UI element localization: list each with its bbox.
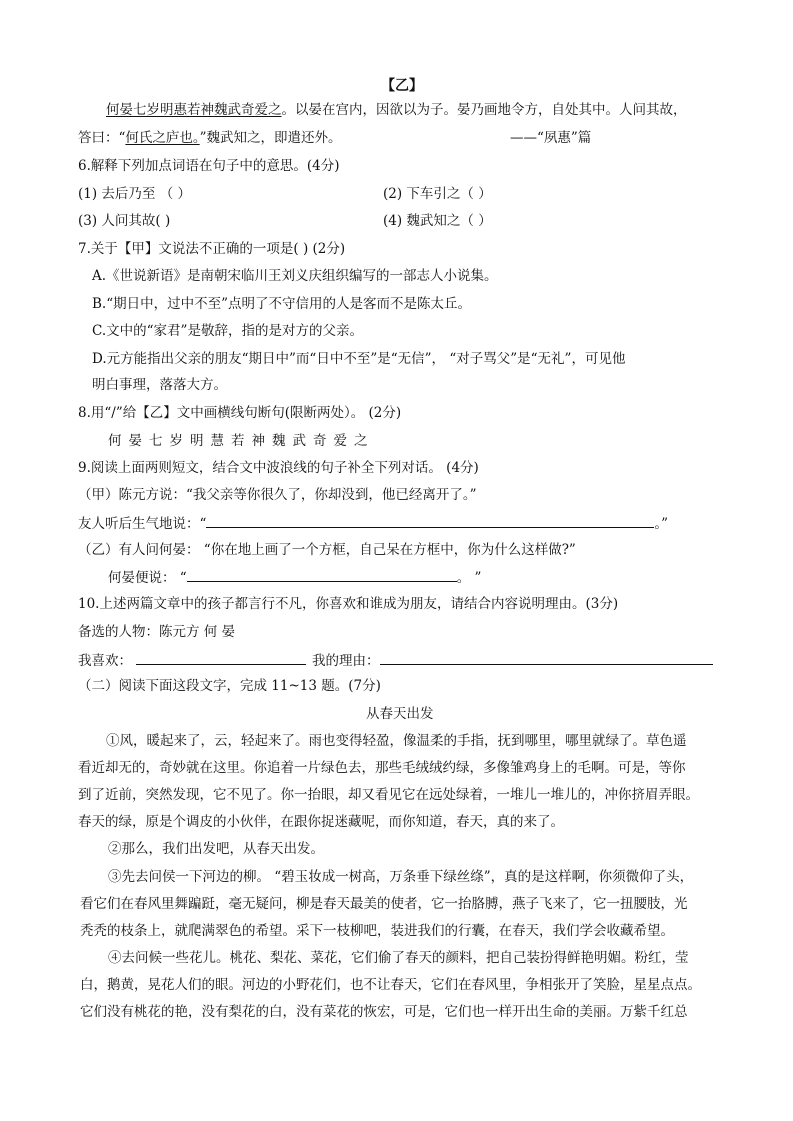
q6-item-2: (2) 下车引之（ ）: [383, 186, 492, 202]
yi-title: 【乙】: [381, 78, 423, 94]
essay-line: ③先去问侯一下河边的柳。 “碧玉妆成一树高，万条垂下绿丝绦”，真的是这样啊，你须微仰了头，: [108, 869, 694, 885]
q9-stem: 9.阅读上面两则短文，结合文中波浪线的句子补全下列对话。 (4分): [78, 460, 479, 476]
essay-line: ④去问候一些花儿。桃花、梨花、菜花，它们偷了春天的颜料，把自己装扮得鲜艳明媚。粉红，莹: [108, 950, 689, 966]
q8-stem: 8.用“/”给【乙】文中画横线句断句(限断两处）。 (2分): [78, 405, 402, 421]
essay-line: 到了近前，突然发现，它不见了。你一抬眼，却又看见它在远处绿着，一堆儿一堆儿的，冲你挤眉弄眼。: [78, 787, 699, 803]
essay-line: 它们没有桃花的艳，没有梨花的白，没有菜花的恢宏，可是，它们也一样开出生命的美丽。万紫千红总: [80, 1004, 688, 1020]
essay-line: 看它们在春风里舞蹁跹，毫无疑问，柳是春天最美的使者，它一抬胳膊，燕子飞来了，它一扭腰肢，光: [80, 896, 688, 912]
answer-blank[interactable]: [187, 567, 457, 582]
q9-line-c: （乙）有人问何晏： “你在地上画了一个方框，自己呆在方框中，你为什么这样做?”: [78, 542, 576, 558]
essay-line: ①风，暖起来了，云，轻起来了。雨也变得轻盈，像温柔的手指，抚到哪里，哪里就绿了。草色遥: [106, 733, 687, 749]
q7-stem: 7.关于【甲】文说法不正确的一项是( ) (2分): [78, 241, 346, 257]
essay-title: 从春天出发: [366, 706, 434, 722]
q6-item-4: (4) 魏武知之（ ）: [383, 213, 492, 229]
q9-line-b: 友人听后生气地说：“ 。”: [78, 513, 668, 534]
q7-option-b: B.“期日中，过中不至”点明了不守信用的人是客而不是陈太丘。: [92, 296, 472, 312]
q6-stem: 6.解释下列加点词语在句子中的意思。(4分): [78, 158, 340, 174]
yi-text-line2: 答曰：“何氏之庐也。”魏武知之，即遣还外。: [78, 130, 342, 146]
q10-stem: 10.上述两篇文章中的孩子都言行不凡，你喜欢和谁成为朋友，请结合内容说明理由。(3分): [78, 596, 619, 612]
essay-line: 秃秃的枝条上，就爬满翠色的希望。采下一枝柳吧，装进我们的行囊，在春天，我们学会收藏希望。: [80, 923, 674, 939]
q7-option-d: D.元方能指出父亲的朋友“期日中”而“日中不至”是“无信”， “对子骂父”是“无礼”，可见他: [92, 351, 626, 367]
q10-answer-line: 我喜欢： 我的理由：: [78, 650, 713, 671]
q7-option-a: A.《世说新语》是南朝宋临川王刘义庆组织编写的一部志人小说集。: [92, 268, 498, 284]
essay-line: 看近却无的，奇妙就在这里。你追着一片绿色去，那些毛绒绒约绿，多像雏鸡身上的毛啊。可是，等你: [78, 760, 686, 776]
answer-blank[interactable]: [206, 513, 654, 528]
source-note: ——“夙惠”篇: [510, 130, 592, 146]
yi-text-line1: 何晏七岁明惠若神魏武奇爱之。以晏在宫内，因欲以为子。晏乃画地令方，自处其中。人问其故，: [106, 102, 687, 118]
essay-line: ②那么，我们出发吧，从春天出发。: [108, 841, 324, 857]
underlined-sentence: 何晏七岁明惠若神魏武奇爱之: [106, 102, 282, 118]
q7-option-c: C.文中的“家君”是敬辞，指的是对方的父亲。: [92, 323, 363, 339]
q6-item-3: (3) 人问其故( ): [78, 213, 171, 229]
q9-line-d: 何晏便说： “ 。 ”: [108, 567, 481, 588]
q8-sentence: 何晏七岁明慧若神魏武奇爱之: [108, 433, 375, 449]
essay-line: 春天的绿，原是个调皮的小伙伴，在跟你捉迷藏呢，而你知道，春天，真的来了。: [78, 814, 564, 830]
q10-candidates: 备选的人物：陈元方 何 晏: [78, 624, 236, 640]
q6-item-1: (1) 去后乃至 （ ）: [78, 186, 191, 202]
essay-line: 白，鹅黄，晃花人们的眼。河边的小野花们，也不让春天，它们在春风里，争相张开了笑脸，星星点点。: [80, 977, 701, 993]
reason-blank[interactable]: [380, 650, 713, 665]
like-blank[interactable]: [136, 650, 306, 665]
section-2-heading: （二）阅读下面这段文字，完成 11~13 题。(7分): [78, 678, 381, 694]
q9-line-a: （甲）陈元方说：“我父亲等你很久了，你却没到，他已经离开了。”: [78, 487, 477, 503]
q7-option-d-cont: 明白事理，落落大方。: [92, 377, 227, 393]
